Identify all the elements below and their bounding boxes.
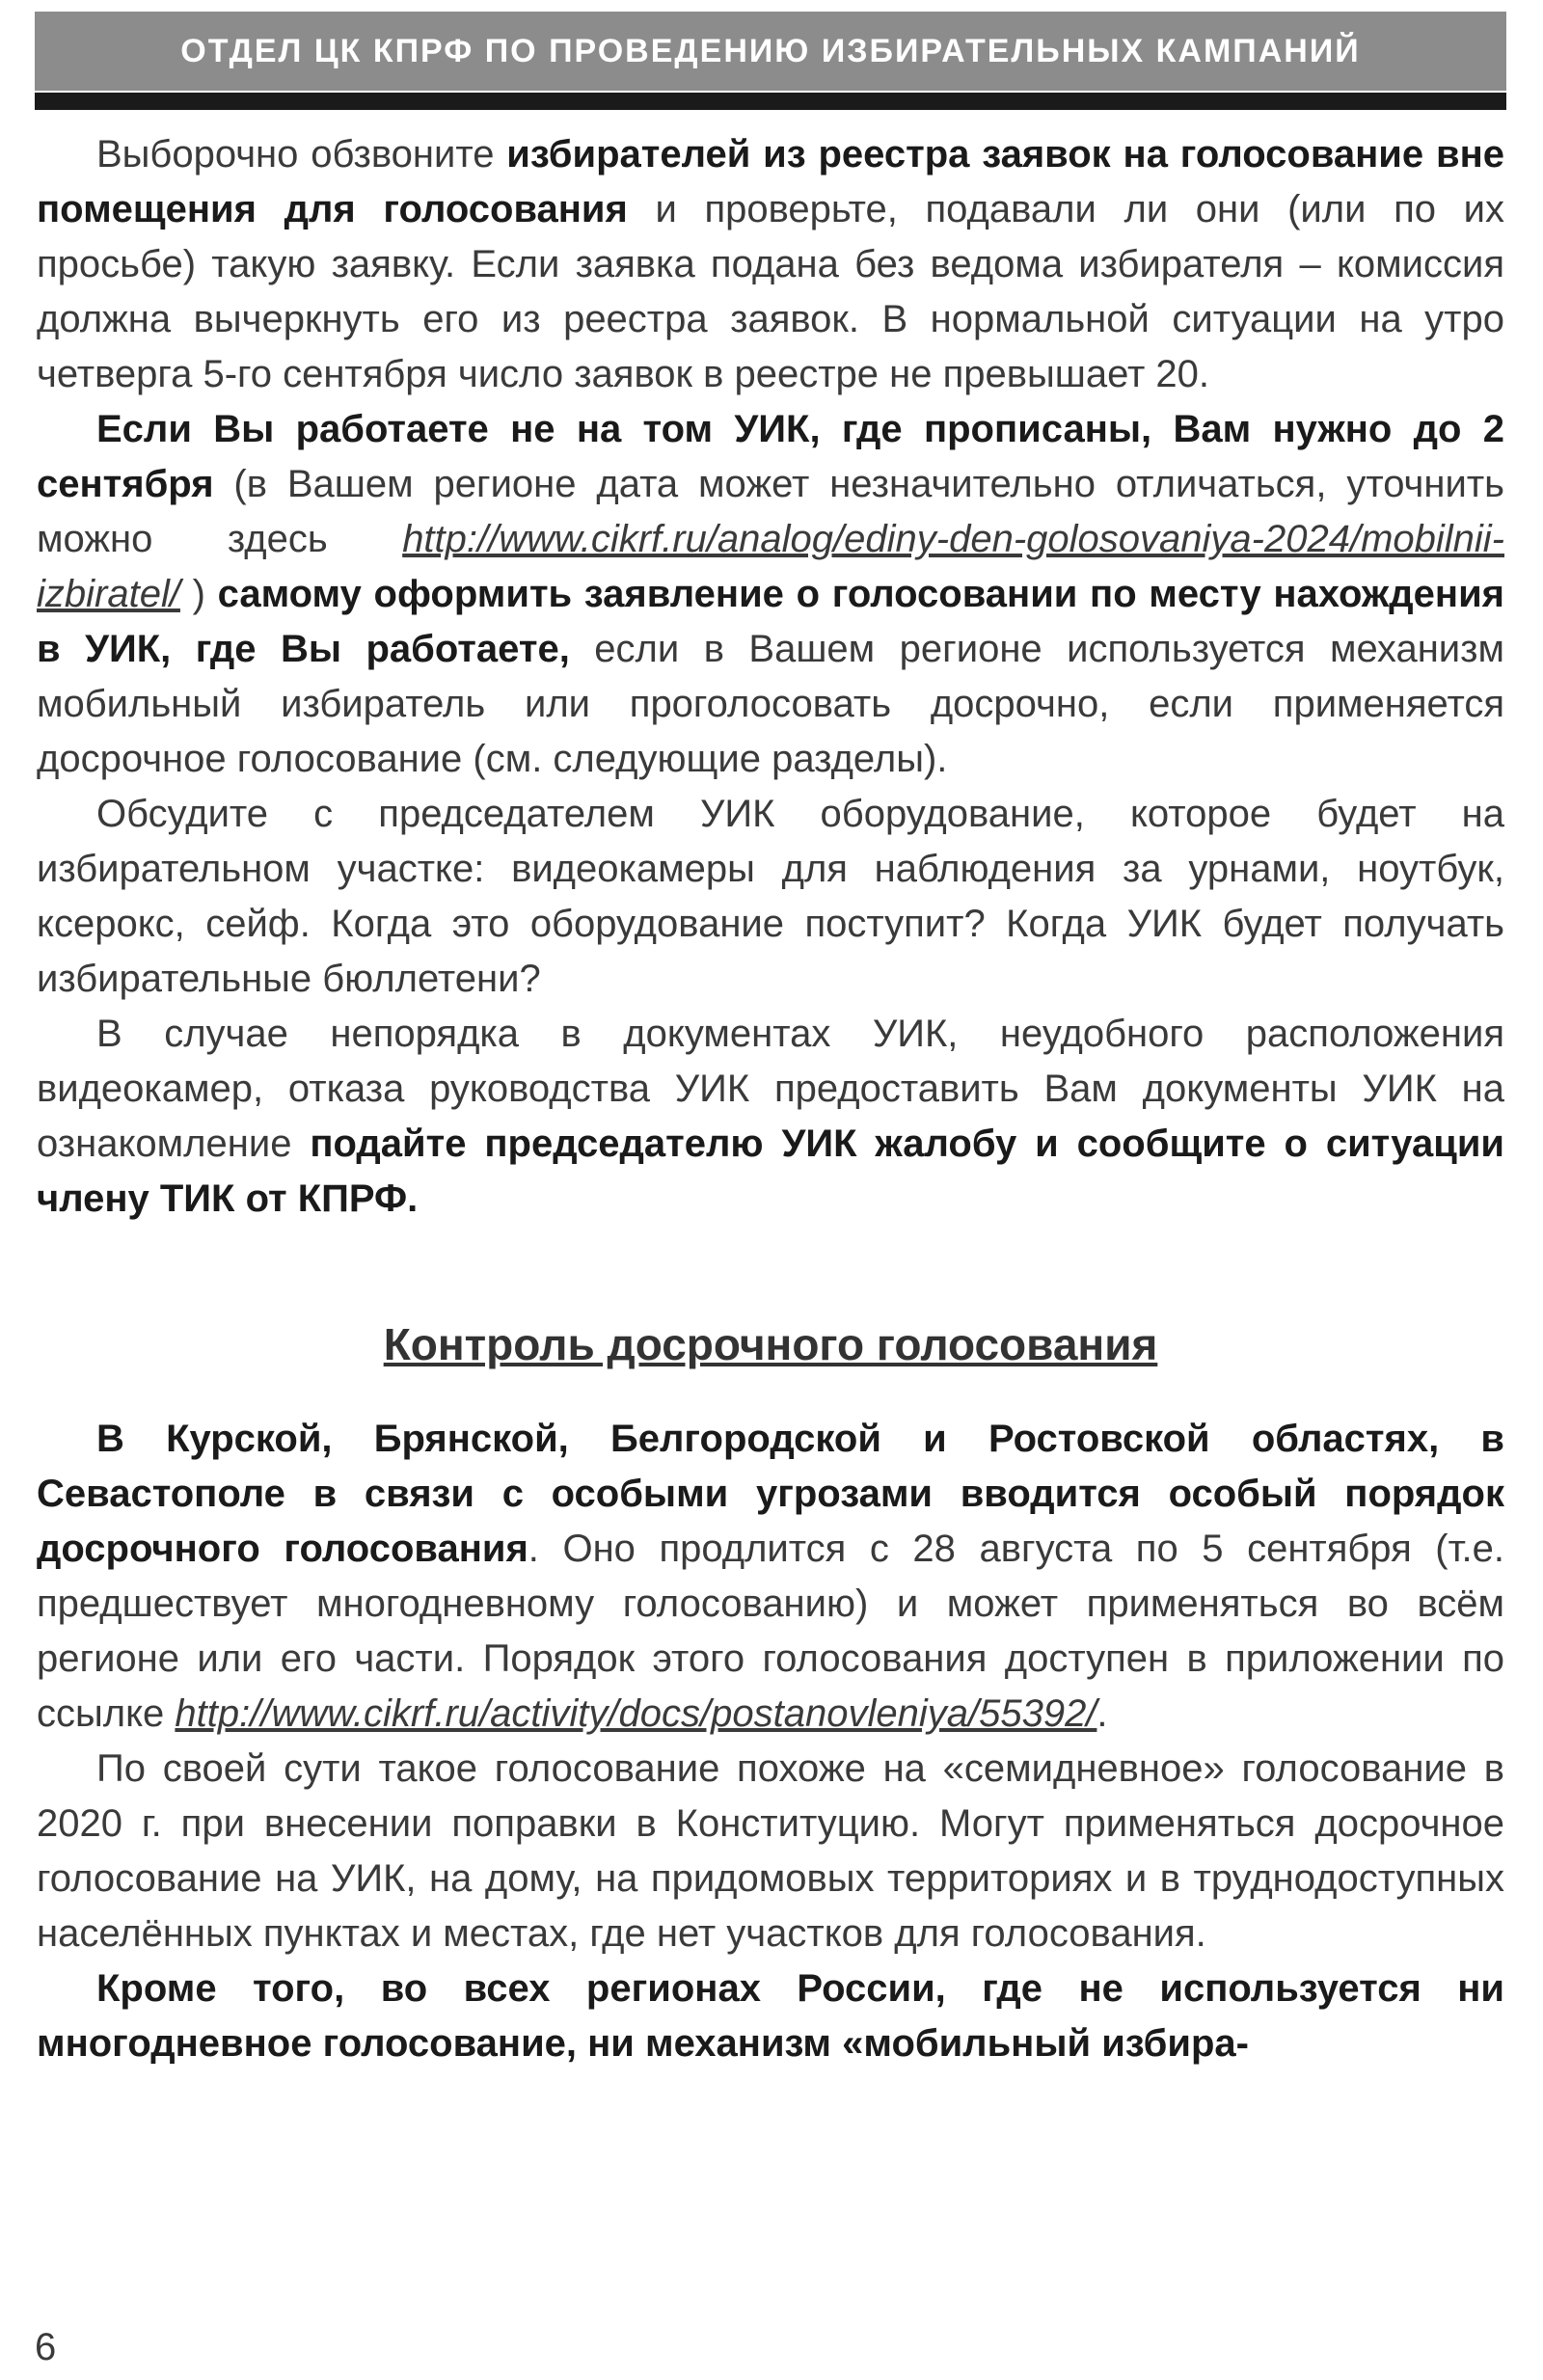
link-resolution[interactable]: http://www.cikrf.ru/activity/docs/postanovleniya/55392/ — [175, 1692, 1097, 1735]
paragraph-other-regions: Кроме того, во всех регионах России, где не используется ни многодневное голосование, ни механизм «мобильный избира- — [37, 1967, 1504, 2065]
paragraph-equipment: Обсудите с председателем УИК оборудование, которое будет на избирательном участке: видеокамеры для наблюдения за урнами, ноутбук, ксерокс, сейф. Когда это оборудование поступит? Когда УИК будет получать избирательные бюллетени? — [37, 793, 1504, 1000]
page-header — [35, 12, 1506, 91]
document-body — [37, 127, 1504, 2071]
section-title: Контроль досрочного голосования — [383, 1319, 1158, 1369]
paragraph-complaint: В случае непорядка в документах УИК, неудобного расположения видеокамер, отказа руководства УИК предоставить Вам документы УИК на ознакомление подайте председателю УИК жалобу и сообщите о ситуации члену ТИК от КПРФ. — [37, 1013, 1505, 1220]
page-number: 6 — [35, 2326, 57, 2368]
paragraph-early-voting-regions: В Курской, Брянской, Белгородской и Ростовской областях, в Севастополе в связи с особыми угрозами вводится особый порядок досрочного голосования. Оно продлится с 28 августа по 5 сентября (т.е. предшествует многодневному голосованию) и может применяться во всём регионе или его части. Порядок этого голосования доступен в приложении по ссылке http://www.cikrf.ru/activity/docs/postanovleniya/55392/. — [37, 1418, 1504, 1735]
link-mobile-voter[interactable]: http://www.cikrf.ru/analog/ediny-den-golosovaniya-2024/mobilnii-izbiratel/ — [37, 518, 1504, 615]
header-title: ОТДЕЛ ЦК КПРФ ПО ПРОВЕДЕНИЮ ИЗБИРАТЕЛЬНЫХ КАМПАНИЙ — [180, 32, 1361, 69]
paragraph-mobile-voter: Если Вы работаете не на том УИК, где прописаны, Вам нужно до 2 сентября (в Вашем регионе дата может незначительно отличаться, уточнить можно здесь http://www.cikrf.ru/analog/ediny-den-golosovaniya-2024/mobilnii-izbiratel/ ) самому оформить заявление о голосовании по месту нахождения в УИК, где Вы работаете, если в Вашем регионе используется механизм мобильный избиратель или проголосовать досрочно, если применяется досрочное голосование (см. следующие разделы). — [37, 408, 1504, 780]
paragraph-seven-day-comparison: По своей сути такое голосование похоже на «семидневное» голосование в 2020 г. при внесении поправки в Конституцию. Могут применяться досрочное голосование на УИК, на дому, на придомовых территориях и в труднодоступных населённых пунктах и местах, где нет участков для голосования. — [37, 1747, 1504, 1955]
header-divider — [35, 93, 1506, 110]
paragraph-call-voters: Выборочно обзвоните избирателей из реестра заявок на голосование вне помещения для голосования и проверьте, подавали ли они (или по их просьбе) такую заявку. Если заявка подана без ведома избирателя – комиссия должна вычеркнуть его из реестра заявок. В нормальной ситуации на утро четверга 5-го сентября число заявок в реестре не превышает 20. — [37, 133, 1504, 395]
